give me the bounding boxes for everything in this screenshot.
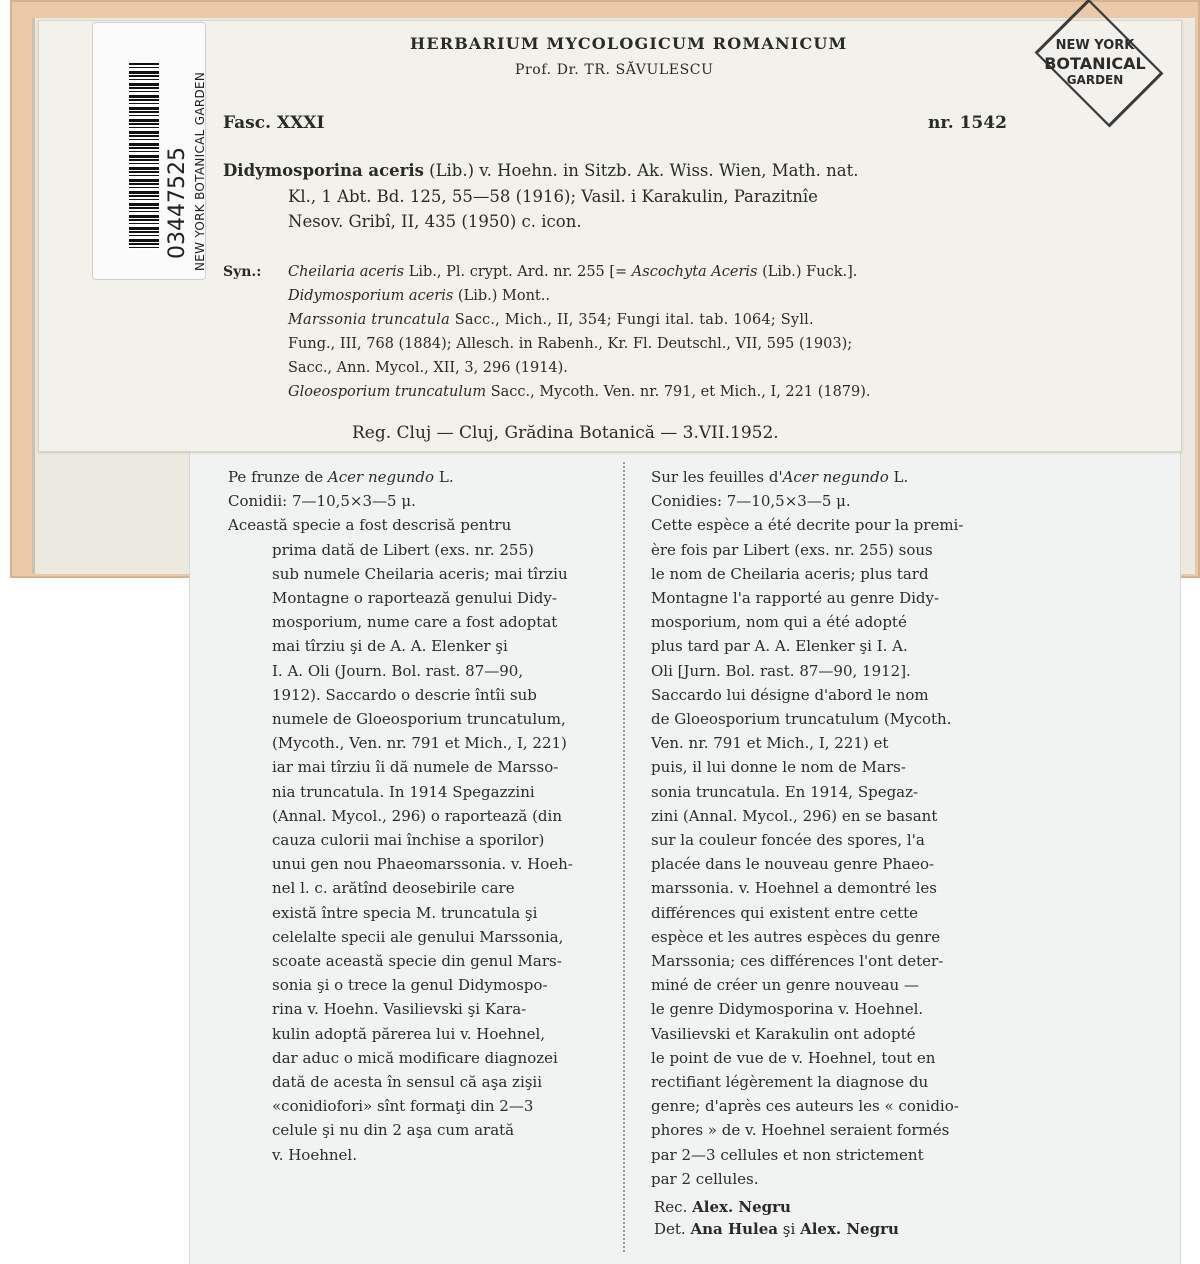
synonym-line-5: Sacc., Ann. Mycol., XII, 3, 296 (1914). — [288, 360, 568, 376]
french-text-line: mosporium, nom qui a été adopté — [651, 613, 907, 632]
nybg-stamp — [1022, 12, 1168, 122]
romanian-text-line: nia truncatula. In 1914 Spegazzini — [272, 782, 535, 801]
french-text-line: Montagne l'a rapporté au genre Didy- — [651, 589, 940, 608]
det-sep: şi — [782, 1220, 796, 1238]
synonym-line-4: Fung., III, 768 (1884); Allesch. in Rabenh., Kr. Fl. Deutschl., VII, 595 (1903); — [288, 336, 853, 352]
french-text-line: puis, il lui donne le nom de Mars- — [651, 758, 906, 777]
synonyms-label: Syn.: — [223, 264, 262, 280]
french-host-pre: Sur les feuilles d' — [651, 468, 783, 486]
french-text-line: phores » de v. Hoehnel seraient formés — [651, 1121, 950, 1140]
french-text-line: Oli [Jurn. Bol. rast. 87—90, 1912]. — [651, 661, 911, 680]
romanian-text-line: kulin adoptă părerea lui v. Hoehnel, — [272, 1024, 546, 1043]
synonym-name-6: Gloeosporium truncatulum — [288, 384, 487, 400]
romanian-text-line: unui gen nou Phaeomarssonia. v. Hoeh- — [272, 855, 573, 874]
romanian-text-line: nel l. c. arătînd deosebirile care — [272, 879, 515, 898]
romanian-column — [228, 465, 573, 1167]
romanian-host-post: L. — [438, 468, 454, 486]
french-text-line: espèce et les autres espèces du genre — [651, 927, 941, 946]
french-text-line: rectifiant légèrement la diagnose du — [651, 1073, 929, 1092]
synonym-cite-1: Lib., Pl. crypt. Ard. nr. 255 [= — [408, 264, 628, 280]
romanian-text-line: cauza culorii mai închise a sporilor) — [272, 831, 545, 850]
romanian-text-line: celelalte specii ale genului Marssonia, — [272, 927, 564, 946]
barcode-icon — [129, 63, 159, 251]
french-text-line: sonia truncatula. En 1914, Spegaz- — [651, 782, 919, 801]
romanian-text-line: scoate această specie din genul Mars- — [272, 952, 562, 971]
french-text-line: Cette espèce a été decrite pour la premi- — [651, 516, 964, 535]
french-text-line: par 2 cellules. — [651, 1169, 759, 1188]
french-text-line: Ven. nr. 791 et Mich., I, 221) et — [651, 734, 889, 753]
fold-line — [623, 462, 625, 1252]
barcode-institution: NEW YORK BOTANICAL GARDEN — [193, 71, 207, 271]
french-text-line: le point de vue de v. Hoehnel, tout en — [651, 1048, 936, 1067]
det-label: Det. — [654, 1220, 686, 1238]
french-text-line: plus tard par A. A. Elenker şi I. A. — [651, 637, 908, 656]
romanian-text-line: v. Hoehnel. — [272, 1145, 357, 1164]
romanian-text-line: sonia şi o trece la genul Didymospo- — [272, 976, 548, 995]
synonym-name-1: Cheilaria aceris — [288, 264, 405, 280]
romanian-text-line: «conidiofori» sînt formaţi din 2—3 — [272, 1097, 534, 1116]
barcode-number: 03447525 — [165, 147, 190, 259]
romanian-text-line: numele de Gloeosporium truncatulum, — [272, 710, 566, 729]
french-text-line: miné de créer un genre nouveau — — [651, 976, 919, 995]
french-text-line: sur la couleur foncée des spores, l'a — [651, 831, 925, 850]
romanian-host-pre: Pe frunze de — [228, 468, 324, 486]
species-line-3: Nesov. Gribî, II, 435 (1950) c. icon. — [288, 212, 582, 231]
french-text-line: ère fois par Libert (exs. nr. 255) sous — [651, 540, 933, 559]
editor-name: Prof. Dr. TR. SĂVULESCU — [515, 62, 714, 78]
french-text-line: par 2—3 cellules et non strictement — [651, 1145, 924, 1164]
romanian-text-line: există între specia M. truncatula şi — [272, 903, 538, 922]
locality: Reg. Cluj — Cluj, Grădina Botanică — 3.VII.1952. — [352, 423, 779, 443]
romanian-text-line: Această specie a fost descrisă pentru — [228, 516, 512, 535]
synonym-cite-3: Sacc., Mich., II, 354; Fungi ital. tab. 1064; Syll. — [454, 312, 814, 328]
synonym-name-1b: Ascochyta Aceris — [631, 264, 758, 280]
french-column — [651, 465, 963, 1191]
collector-line — [654, 1197, 791, 1217]
det-name-2: Alex. Negru — [800, 1220, 899, 1238]
rec-name: Alex. Negru — [692, 1198, 791, 1216]
romanian-host-name: Acer negundo — [327, 468, 435, 486]
french-host-post: L. — [893, 468, 909, 486]
synonym-cite-2: (Lib.) Mont.. — [457, 288, 550, 304]
french-text-line: le nom de Cheilaria aceris; plus tard — [651, 564, 929, 583]
french-host — [651, 465, 963, 489]
romanian-text-line: celule şi nu din 2 aşa cum arată — [272, 1121, 515, 1140]
det-name-1: Ana Hulea — [690, 1220, 779, 1238]
romanian-text-line: I. A. Oli (Journ. Bol. rast. 87—90, — [272, 661, 524, 680]
french-text — [651, 513, 963, 1191]
romanian-text-line: sub numele Cheilaria aceris; mai tîrziu — [272, 564, 568, 583]
rec-label: Rec. — [654, 1198, 688, 1216]
romanian-text-line: iar mai tîrziu îi dă numele de Marsso- — [272, 758, 559, 777]
synonym-cite-6: Sacc., Mycoth. Ven. nr. 791, et Mich., I, 221 (1879). — [490, 384, 871, 400]
specimen-number: nr. 1542 — [928, 113, 1007, 133]
species-line-2: Kl., 1 Abt. Bd. 125, 55—58 (1916); Vasil. i Karakulin, Parazitnîe — [288, 187, 818, 206]
french-text-line: Marssonia; ces différences l'ont deter- — [651, 952, 944, 971]
synonym-line-2 — [288, 286, 550, 306]
french-host-name: Acer negundo — [782, 468, 889, 486]
romanian-host — [228, 465, 573, 489]
stamp-line-3: GARDEN — [1066, 73, 1124, 87]
french-text-line: différences qui existent entre cette — [651, 903, 918, 922]
stamp-line-2: BOTANICAL — [1044, 54, 1146, 73]
french-text-line: Saccardo lui désigne d'abord le nom — [651, 685, 929, 704]
french-text-line: placée dans le nouveau genre Phaeo- — [651, 855, 935, 874]
fascicle: Fasc. XXXI — [223, 113, 325, 133]
french-text-line: le genre Didymosporina v. Hoehnel. — [651, 1000, 924, 1019]
romanian-text-line: Montagne o raportează genului Didy- — [272, 589, 557, 608]
french-text-line: genre; d'après ces auteurs les « conidio- — [651, 1097, 959, 1116]
romanian-text-line: rina v. Hoehn. Vasilievski şi Kara- — [272, 1000, 527, 1019]
french-text-line: de Gloeosporium truncatulum (Mycoth. — [651, 710, 952, 729]
synonym-line-6 — [288, 382, 871, 402]
species-citation-1: (Lib.) v. Hoehn. in Sitzb. Ak. Wiss. Wien, Math. nat. — [429, 161, 859, 180]
french-text-line: Vasilievski et Karakulin ont adopté — [651, 1024, 916, 1043]
synonym-name-2: Didymosporium aceris — [288, 288, 454, 304]
french-text-line: zini (Annal. Mycol., 296) en se basant — [651, 806, 938, 825]
romanian-text — [228, 513, 573, 1166]
synonym-line-3 — [288, 310, 814, 330]
romanian-text-line: dar aduc o mică modificare diagnozei — [272, 1048, 558, 1067]
species-line-1 — [223, 161, 859, 181]
romanian-text-line: mosporium, nume care a fost adoptat — [272, 613, 558, 632]
romanian-text-line: prima dată de Libert (exs. nr. 255) — [272, 540, 534, 559]
romanian-text-line: (Annal. Mycol., 296) o raportează (din — [272, 806, 562, 825]
synonym-cite-1b: (Lib.) Fuck.]. — [762, 264, 858, 280]
stamp-line-1: NEW YORK — [1055, 38, 1135, 53]
determiner-line — [654, 1219, 899, 1239]
institution-title: HERBARIUM MYCOLOGICUM ROMANICUM — [410, 34, 848, 53]
romanian-conidia: Conidii: 7—10,5×3—5 μ. — [228, 492, 416, 511]
romanian-text-line: mai tîrziu şi de A. A. Elenker şi — [272, 637, 508, 656]
synonym-name-3: Marssonia truncatula — [288, 312, 450, 328]
species-name: Didymosporina aceris — [223, 161, 424, 180]
romanian-text-line: dată de acesta în sensul că aşa zişii — [272, 1073, 543, 1092]
synonym-line-1 — [288, 262, 857, 282]
barcode-sticker — [92, 22, 206, 280]
romanian-text-line: (Mycoth., Ven. nr. 791 et Mich., I, 221) — [272, 734, 567, 753]
romanian-text-line: 1912). Saccardo o descrie întîi sub — [272, 685, 537, 704]
french-text-line: marssonia. v. Hoehnel a demontré les — [651, 879, 938, 898]
french-conidia: Conidies: 7—10,5×3—5 μ. — [651, 492, 851, 511]
